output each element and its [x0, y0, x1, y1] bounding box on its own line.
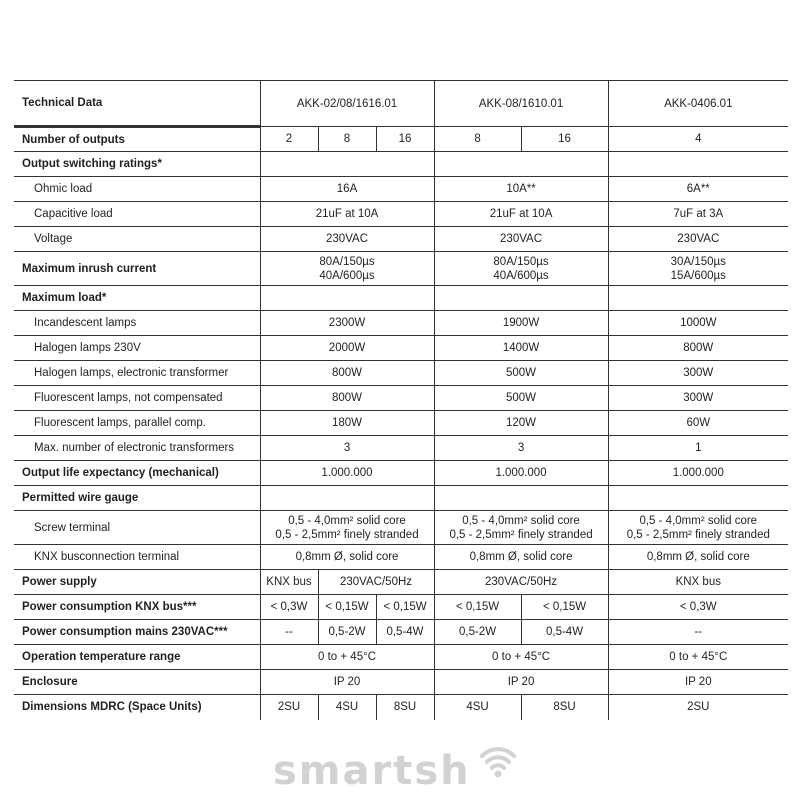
table-row: [14, 511, 788, 545]
header-label: Technical Data: [14, 81, 260, 127]
watermark-text: smartsh: [273, 748, 471, 794]
cell: 4: [608, 127, 788, 152]
table-row: [14, 361, 788, 386]
table-row: [14, 570, 788, 595]
table-row: [14, 545, 788, 570]
cell: 2SU: [260, 695, 318, 720]
cell: 10A**: [434, 177, 608, 202]
cell: 0,8mm Ø, solid core: [434, 545, 608, 570]
row-label: Maximum inrush current: [14, 252, 260, 286]
cell: < 0,15W: [521, 595, 608, 620]
cell: 16: [521, 127, 608, 152]
cell: < 0,3W: [260, 595, 318, 620]
cell: 1400W: [434, 336, 608, 361]
row-label: Voltage: [14, 227, 260, 252]
row-label: Halogen lamps 230V: [14, 336, 260, 361]
cell: [608, 486, 788, 511]
cell: --: [260, 620, 318, 645]
cell: 120W: [434, 411, 608, 436]
table-row: [14, 152, 788, 177]
cell: [608, 152, 788, 177]
table-row: [14, 177, 788, 202]
row-label: Enclosure: [14, 670, 260, 695]
table-row: [14, 127, 788, 152]
cell: 0,8mm Ø, solid core: [260, 545, 434, 570]
cell: 0,5-4W: [521, 620, 608, 645]
row-label: Number of outputs: [14, 127, 260, 152]
table-row: [14, 202, 788, 227]
row-label: Operation temperature range: [14, 645, 260, 670]
model-1: AKK-02/08/1616.01: [260, 81, 434, 127]
cell: IP 20: [608, 670, 788, 695]
cell: 0,5 - 4,0mm² solid core 0,5 - 2,5mm² finely stranded: [608, 511, 788, 545]
table-row: [14, 670, 788, 695]
table-row: [14, 620, 788, 645]
cell: 30A/150µs 15A/600µs: [608, 252, 788, 286]
cell: KNX bus: [260, 570, 318, 595]
table-row: [14, 436, 788, 461]
cell: 4SU: [434, 695, 521, 720]
cell: 80A/150µs 40A/600µs: [434, 252, 608, 286]
table-row: [14, 227, 788, 252]
row-label: Dimensions MDRC (Space Units): [14, 695, 260, 720]
cell: 3: [434, 436, 608, 461]
cell: [260, 152, 434, 177]
cell: 21uF at 10A: [260, 202, 434, 227]
cell: 80A/150µs 40A/600µs: [260, 252, 434, 286]
cell: 230VAC/50Hz: [318, 570, 434, 595]
cell: 1.000.000: [260, 461, 434, 486]
row-label: KNX busconnection terminal: [14, 545, 260, 570]
table-row: [14, 486, 788, 511]
section-label: Permitted wire gauge: [14, 486, 260, 511]
cell: < 0,3W: [608, 595, 788, 620]
cell: 1000W: [608, 311, 788, 336]
cell: 180W: [260, 411, 434, 436]
table-row: [14, 645, 788, 670]
wifi-signal-icon: [476, 738, 520, 782]
cell: 230VAC: [608, 227, 788, 252]
cell: 0 to + 45°C: [434, 645, 608, 670]
cell: 21uF at 10A: [434, 202, 608, 227]
model-3: AKK-0406.01: [608, 81, 788, 127]
cell: 8: [434, 127, 521, 152]
cell: 0,5-2W: [434, 620, 521, 645]
cell: --: [608, 620, 788, 645]
row-label: Fluorescent lamps, not compensated: [14, 386, 260, 411]
cell: 0,8mm Ø, solid core: [608, 545, 788, 570]
cell: 2SU: [608, 695, 788, 720]
row-label: Power supply: [14, 570, 260, 595]
cell: 0 to + 45°C: [260, 645, 434, 670]
cell: 8SU: [521, 695, 608, 720]
table-row: [14, 252, 788, 286]
cell: 8SU: [376, 695, 434, 720]
cell: [434, 286, 608, 311]
cell: [260, 286, 434, 311]
cell: 0,5 - 4,0mm² solid core 0,5 - 2,5mm² finely stranded: [434, 511, 608, 545]
model-2: AKK-08/1610.01: [434, 81, 608, 127]
table-row: [14, 461, 788, 486]
cell: 8: [318, 127, 376, 152]
table-row: [14, 286, 788, 311]
table-row: [14, 595, 788, 620]
cell: 3: [260, 436, 434, 461]
cell: [260, 486, 434, 511]
cell: 1900W: [434, 311, 608, 336]
cell: < 0,15W: [434, 595, 521, 620]
cell: 800W: [608, 336, 788, 361]
section-label: Maximum load*: [14, 286, 260, 311]
watermark: [273, 746, 471, 796]
row-label: Output life expectancy (mechanical): [14, 461, 260, 486]
cell: 500W: [434, 386, 608, 411]
section-label: Output switching ratings*: [14, 152, 260, 177]
cell: < 0,15W: [318, 595, 376, 620]
cell: 230VAC: [260, 227, 434, 252]
cell: 300W: [608, 361, 788, 386]
cell: 1.000.000: [434, 461, 608, 486]
cell: 6A**: [608, 177, 788, 202]
cell: 2000W: [260, 336, 434, 361]
cell: KNX bus: [608, 570, 788, 595]
row-label: Screw terminal: [14, 511, 260, 545]
cell: 0,5-2W: [318, 620, 376, 645]
row-label: Ohmic load: [14, 177, 260, 202]
cell: 2: [260, 127, 318, 152]
cell: 0,5 - 4,0mm² solid core 0,5 - 2,5mm² finely stranded: [260, 511, 434, 545]
table-header-row: [14, 81, 788, 127]
cell: IP 20: [434, 670, 608, 695]
cell: IP 20: [260, 670, 434, 695]
cell: < 0,15W: [376, 595, 434, 620]
row-label: Incandescent lamps: [14, 311, 260, 336]
cell: 16A: [260, 177, 434, 202]
table-row: [14, 695, 788, 720]
table-row: [14, 311, 788, 336]
cell: 60W: [608, 411, 788, 436]
cell: 300W: [608, 386, 788, 411]
cell: 2300W: [260, 311, 434, 336]
cell: [608, 286, 788, 311]
cell: [434, 152, 608, 177]
cell: 0 to + 45°C: [608, 645, 788, 670]
cell: 230VAC/50Hz: [434, 570, 608, 595]
cell: 230VAC: [434, 227, 608, 252]
row-label: Max. number of electronic transformers: [14, 436, 260, 461]
table-row: [14, 386, 788, 411]
cell: [434, 486, 608, 511]
table-row: [14, 411, 788, 436]
row-label: Power consumption KNX bus***: [14, 595, 260, 620]
cell: 7uF at 3A: [608, 202, 788, 227]
cell: 800W: [260, 386, 434, 411]
row-label: Power consumption mains 230VAC***: [14, 620, 260, 645]
cell: 16: [376, 127, 434, 152]
cell: 1.000.000: [608, 461, 788, 486]
cell: 1: [608, 436, 788, 461]
row-label: Halogen lamps, electronic transformer: [14, 361, 260, 386]
cell: 0,5-4W: [376, 620, 434, 645]
cell: 4SU: [318, 695, 376, 720]
technical-data-table: [14, 80, 788, 720]
cell: 800W: [260, 361, 434, 386]
cell: 500W: [434, 361, 608, 386]
table-row: [14, 336, 788, 361]
row-label: Fluorescent lamps, parallel comp.: [14, 411, 260, 436]
row-label: Capacitive load: [14, 202, 260, 227]
